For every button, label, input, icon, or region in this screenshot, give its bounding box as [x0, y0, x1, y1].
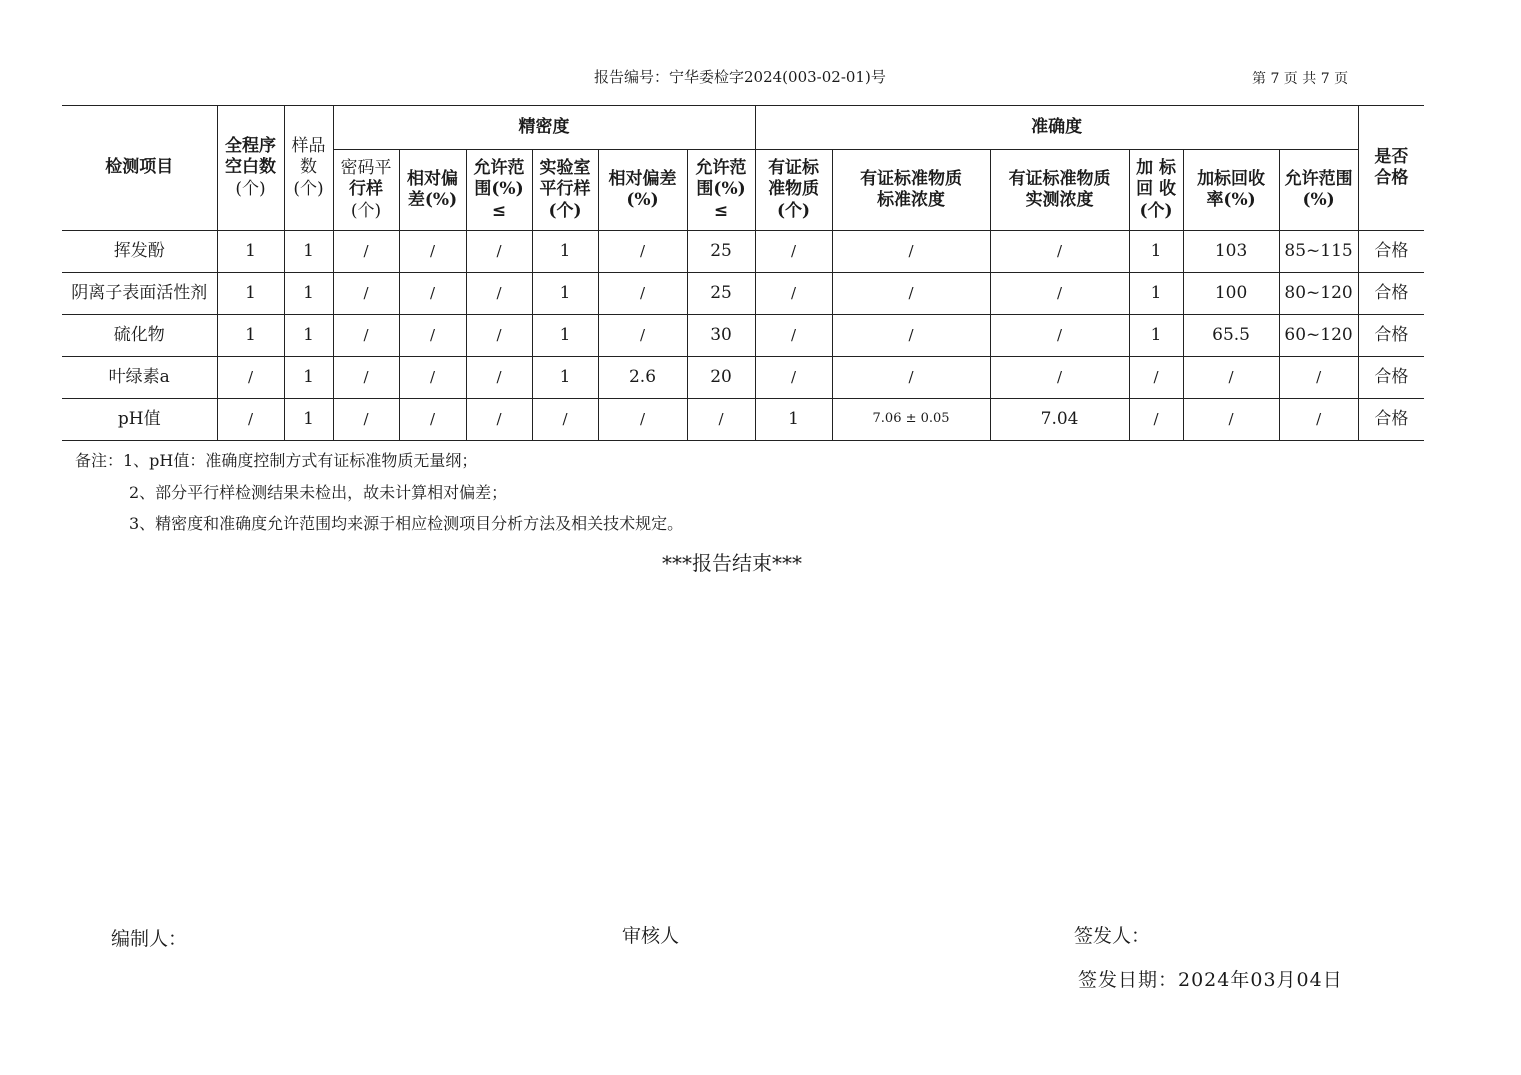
reviewer-label: 审核人	[622, 925, 680, 947]
table-cell: 1	[532, 231, 598, 273]
table-cell: /	[1183, 357, 1279, 399]
table-cell: /	[333, 399, 399, 441]
hdr-line: 有证标准物质	[860, 168, 963, 189]
hdr-line: 行样	[349, 179, 383, 200]
hdr-line: 准物质	[768, 179, 820, 200]
table-cell: /	[466, 273, 532, 315]
table-cell: 1	[217, 231, 284, 273]
col-header-pass	[1358, 106, 1424, 231]
item-name-cell: 挥发酚	[62, 231, 217, 273]
table-cell: 25	[687, 273, 755, 315]
table-body	[62, 231, 1424, 441]
hdr-line: 平行样	[539, 179, 591, 200]
group-header-accuracy: 准确度	[755, 106, 1358, 150]
item-name-cell: 叶绿素a	[62, 357, 217, 399]
col-header-pass-l2: 合格	[1374, 168, 1409, 188]
table-cell: /	[1129, 399, 1183, 441]
col-header-allowed-2	[687, 150, 755, 231]
col-header-lab-parallel	[532, 150, 598, 231]
table-cell: /	[466, 357, 532, 399]
hdr-line: 围(%)	[696, 179, 746, 200]
page-indicator: 第 7 页 共 7 页	[1252, 71, 1349, 87]
col-header-blank-l3: (个)	[235, 178, 266, 199]
hdr-line: 相对偏	[407, 168, 458, 189]
table-cell: 1	[532, 273, 598, 315]
table-cell: 1	[284, 273, 333, 315]
report-end-mark: ***报告结束***	[662, 551, 802, 575]
table-cell: /	[990, 357, 1129, 399]
table-cell: /	[598, 399, 687, 441]
col-header-samples-l3: (个)	[293, 178, 324, 199]
table-cell: /	[832, 357, 990, 399]
col-header-samples-l2: 数	[300, 157, 317, 178]
group-header-precision: 精密度	[333, 106, 755, 150]
table-cell: /	[1129, 357, 1183, 399]
pass-cell: 合格	[1358, 315, 1424, 357]
table-cell: /	[466, 315, 532, 357]
table-cell: /	[333, 315, 399, 357]
col-header-blind-parallel	[333, 150, 399, 231]
remark-line-2: 2、部分平行样检测结果未检出，故未计算相对偏差；	[129, 483, 508, 502]
hdr-line: 加 标	[1136, 158, 1177, 179]
table-cell: 100	[1183, 273, 1279, 315]
col-header-blank-l1: 全程序	[225, 136, 276, 157]
table-cell: 7.04	[990, 399, 1129, 441]
item-name-cell: 阴离子表面活性剂	[62, 273, 217, 315]
hdr-line: 差(%)	[407, 190, 458, 210]
pass-cell: 合格	[1358, 357, 1424, 399]
table-cell: /	[598, 231, 687, 273]
table-cell: /	[532, 399, 598, 441]
table-cell: 2.6	[598, 357, 687, 399]
table-cell: 60~120	[1279, 315, 1358, 357]
table-cell: /	[598, 315, 687, 357]
table-cell: 1	[284, 399, 333, 441]
col-header-spike-count	[1129, 150, 1183, 231]
table-cell: /	[755, 273, 832, 315]
remark-line-1: 备注：1、pH值：准确度控制方式有证标准物质无量纲；	[75, 451, 478, 470]
table-cell: /	[217, 357, 284, 399]
col-header-spike-recovery	[1183, 150, 1279, 231]
col-header-crm-std-conc	[832, 150, 990, 231]
table-cell: /	[466, 231, 532, 273]
pass-cell: 合格	[1358, 231, 1424, 273]
table-cell: 1	[284, 315, 333, 357]
table-cell: 20	[687, 357, 755, 399]
hdr-line: 围(%)	[474, 179, 524, 200]
table-cell: /	[333, 273, 399, 315]
hdr-line: 加标回收	[1197, 168, 1266, 189]
table-row	[62, 399, 1424, 441]
table-cell: 1	[532, 357, 598, 399]
table-cell: /	[755, 357, 832, 399]
table-cell: 1	[1129, 315, 1183, 357]
compiler-label: 编制人：	[111, 928, 188, 950]
table-cell: /	[832, 315, 990, 357]
col-header-pass-l1: 是否	[1374, 146, 1409, 167]
table-cell: /	[990, 315, 1129, 357]
table-cell: 1	[1129, 231, 1183, 273]
col-header-samples-l1: 样品	[291, 136, 326, 157]
table-cell: /	[333, 357, 399, 399]
pass-cell: 合格	[1358, 273, 1424, 315]
table-cell: 80~120	[1279, 273, 1358, 315]
col-header-samples	[284, 106, 333, 231]
table-cell: 1	[217, 315, 284, 357]
hdr-line: (个)	[548, 200, 582, 221]
table-cell: 1	[284, 357, 333, 399]
hdr-line: 相对偏差	[608, 168, 677, 189]
hdr-line: (个)	[1139, 200, 1173, 221]
hdr-line: 率(%)	[1206, 190, 1256, 210]
table-cell: /	[399, 231, 466, 273]
hdr-line: 回 收	[1136, 179, 1177, 200]
table-cell: 1	[217, 273, 284, 315]
table-cell: /	[755, 231, 832, 273]
hdr-line: (个)	[777, 200, 811, 221]
hdr-line: ≤	[491, 200, 507, 221]
table-cell: /	[687, 399, 755, 441]
table-cell: /	[399, 273, 466, 315]
hdr-line: 允许范	[695, 158, 747, 179]
table-cell: /	[1279, 357, 1358, 399]
item-name-cell: 硫化物	[62, 315, 217, 357]
table-cell: /	[1279, 399, 1358, 441]
table-cell: 85~115	[1279, 231, 1358, 273]
table-cell: 65.5	[1183, 315, 1279, 357]
table-row	[62, 273, 1424, 315]
hdr-line: 有证标准物质	[1008, 168, 1111, 189]
qc-table	[62, 105, 1424, 441]
hdr-line: ≤	[713, 200, 729, 221]
table-cell: 1	[1129, 273, 1183, 315]
hdr-line: 标准浓度	[877, 190, 946, 210]
table-cell: /	[399, 399, 466, 441]
issuer-label: 签发人：	[1074, 925, 1151, 947]
table-cell: 1	[284, 231, 333, 273]
hdr-line: 允许范围	[1284, 168, 1353, 189]
table-cell: /	[399, 357, 466, 399]
table-row	[62, 315, 1424, 357]
col-header-allowed-3	[1279, 150, 1358, 231]
hdr-line: (个)	[350, 200, 382, 221]
report-number: 报告编号：宁华委检字2024(003-02-01)号	[594, 68, 886, 86]
table-cell: /	[399, 315, 466, 357]
table-cell: /	[832, 231, 990, 273]
col-header-item: 检测项目	[62, 106, 217, 231]
hdr-line: (%)	[1302, 190, 1335, 210]
table-cell: /	[217, 399, 284, 441]
table-cell: /	[832, 273, 990, 315]
col-header-rel-dev-1	[399, 150, 466, 231]
hdr-line: 实测浓度	[1025, 190, 1094, 210]
table-row	[62, 357, 1424, 399]
remark-line-3: 3、精密度和准确度允许范围均来源于相应检测项目分析方法及相关技术规定。	[129, 514, 684, 533]
item-name-cell: pH值	[62, 399, 217, 441]
table-cell: /	[990, 231, 1129, 273]
table-cell: /	[990, 273, 1129, 315]
table-cell: /	[1183, 399, 1279, 441]
col-header-blank-l2: 空白数	[225, 157, 276, 178]
hdr-line: 密码平	[340, 158, 392, 179]
table-cell: /	[598, 273, 687, 315]
table-cell: /	[333, 231, 399, 273]
col-header-crm-meas-conc	[990, 150, 1129, 231]
col-header-allowed-1	[466, 150, 532, 231]
table-cell: 103	[1183, 231, 1279, 273]
hdr-line: 有证标	[768, 158, 820, 179]
col-header-blank	[217, 106, 284, 231]
hdr-line: (%)	[626, 190, 659, 210]
issue-date: 签发日期：2024年03月04日	[1078, 969, 1343, 991]
col-header-rel-dev-2	[598, 150, 687, 231]
table-cell: 1	[755, 399, 832, 441]
hdr-line: 允许范	[473, 158, 525, 179]
table-row	[62, 231, 1424, 273]
table-cell: 25	[687, 231, 755, 273]
col-header-crm-count	[755, 150, 832, 231]
table-cell: /	[755, 315, 832, 357]
table-cell: 1	[532, 315, 598, 357]
hdr-line: 实验室	[539, 158, 591, 179]
table-cell: 7.06 ± 0.05	[832, 399, 990, 441]
table-cell: /	[466, 399, 532, 441]
table-cell: 30	[687, 315, 755, 357]
pass-cell: 合格	[1358, 399, 1424, 441]
